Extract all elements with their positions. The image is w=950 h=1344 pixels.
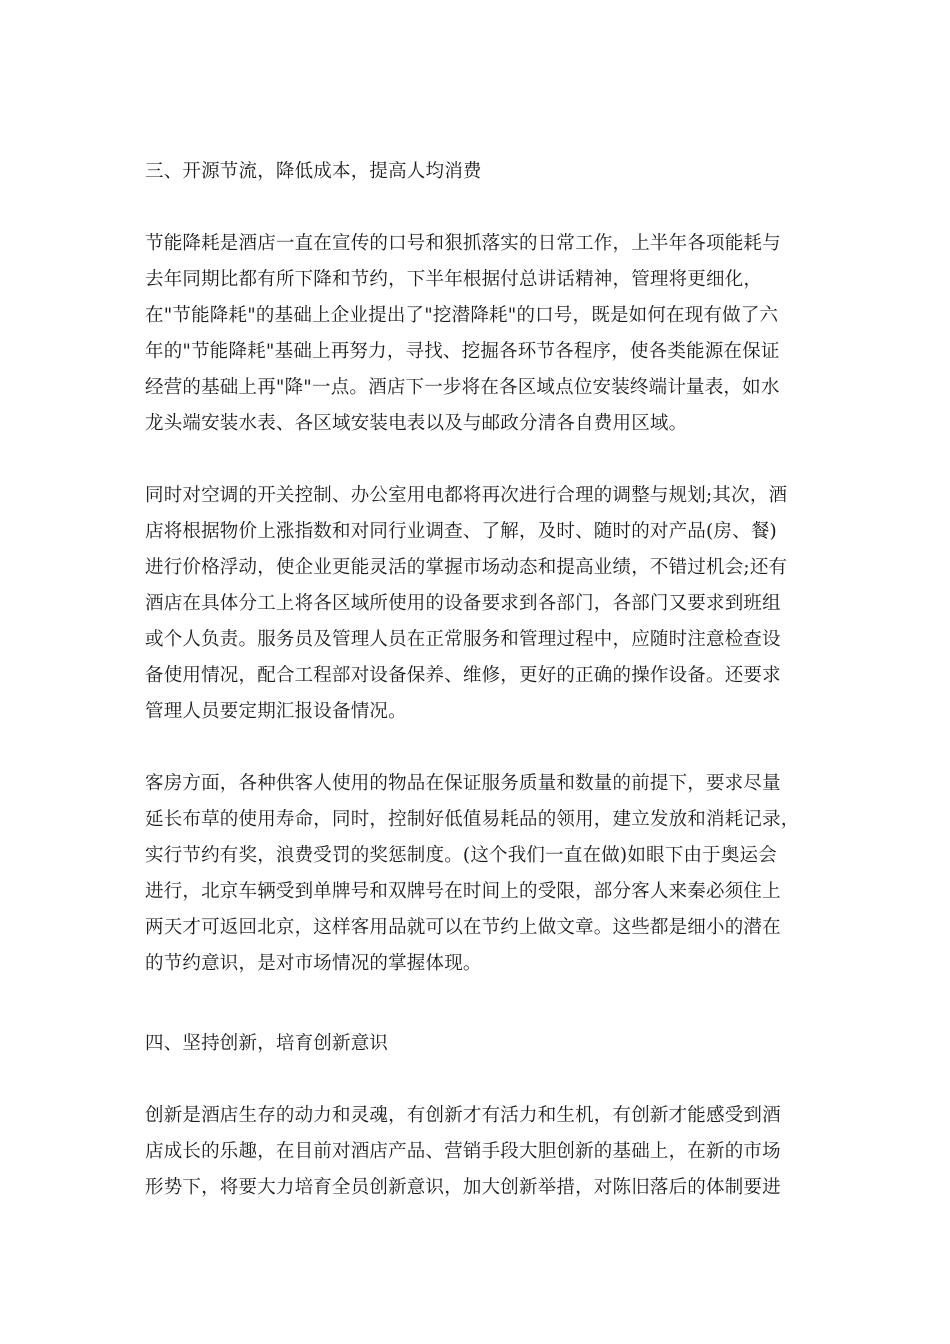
text-line: 节能降耗是酒店一直在宣传的口号和狠抓落实的日常工作，上半年各项能耗与 bbox=[145, 233, 781, 254]
section-heading-3 bbox=[145, 154, 805, 190]
text-line: 在"节能降耗"的基础上企业提出了"挖潜降耗"的口号，既是如何在现有做了六 bbox=[145, 305, 779, 326]
text-line: 店将根据物价上涨指数和对同行业调查、了解，及时、随时的对产品(房、餐) bbox=[145, 521, 777, 542]
text-line: 形势下，将要大力培育全员创新意识，加大创新举措，对陈旧落后的体制要进 bbox=[145, 1177, 781, 1198]
paragraph-energy-saving bbox=[145, 226, 805, 442]
text-line: 进行价格浮动，使企业更能灵活的掌握市场动态和提高业绩，不错过机会;还有 bbox=[145, 557, 788, 578]
text-line: 经营的基础上再"降"一点。酒店下一步将在各区域点位安装终端计量表，如水 bbox=[145, 377, 780, 398]
text-line: 客房方面，各种供客人使用的物品在保证服务质量和数量的前提下，要求尽量 bbox=[145, 773, 781, 794]
text-line: 两天才可返回北京，这样客用品就可以在节约上做文章。这些都是细小的潜在 bbox=[145, 917, 781, 938]
text-line: 进行，北京车辆受到单牌号和双牌号在时间上的受限，部分客人来秦必须住上 bbox=[145, 881, 781, 902]
text-line: 管理人员要定期汇报设备情况。 bbox=[145, 701, 407, 722]
text-line: 延长布草的使用寿命，同时，控制好低值易耗品的领用，建立发放和消耗记录， bbox=[145, 809, 800, 830]
text-line: 同时对空调的开关控制、办公室用电都将再次进行合理的调整与规划;其次，酒 bbox=[145, 485, 788, 506]
text-line: 年的"节能降耗"基础上再努力，寻找、挖掘各环节各程序，使各类能源在保证 bbox=[145, 341, 780, 362]
text-line: 去年同期比都有所下降和节约，下半年根据付总讲话精神，管理将更细化， bbox=[145, 269, 763, 290]
text-line: 实行节约有奖，浪费受罚的奖惩制度。(这个我们一直在做)如眼下由于奥运会 bbox=[145, 845, 777, 866]
text-line: 店成长的乐趣，在目前对酒店产品、营销手段大胆创新的基础上，在新的市场 bbox=[145, 1141, 781, 1162]
paragraph-equipment bbox=[145, 478, 805, 730]
paragraph-guest-rooms bbox=[145, 766, 805, 982]
paragraph-innovation bbox=[145, 1098, 805, 1206]
text-line: 创新是酒店生存的动力和灵魂，有创新才有活力和生机，有创新才能感受到酒 bbox=[145, 1105, 781, 1126]
text-line: 龙头端安装水表、各区域安装电表以及与邮政分清各自费用区域。 bbox=[145, 413, 688, 434]
text-line: 三、开源节流，降低成本，提高人均消费 bbox=[145, 161, 482, 182]
text-line: 备使用情况，配合工程部对设备保养、维修，更好的正确的操作设备。还要求 bbox=[145, 665, 781, 686]
text-line: 酒店在具体分工上将各区域所使用的设备要求到各部门，各部门又要求到班组 bbox=[145, 593, 781, 614]
text-line: 的节约意识，是对市场情况的掌握体现。 bbox=[145, 953, 482, 974]
text-line: 四、坚持创新，培育创新意识 bbox=[145, 1033, 389, 1054]
section-heading-4 bbox=[145, 1026, 805, 1062]
text-line: 或个人负责。服务员及管理人员在正常服务和管理过程中，应随时注意检查设 bbox=[145, 629, 781, 650]
